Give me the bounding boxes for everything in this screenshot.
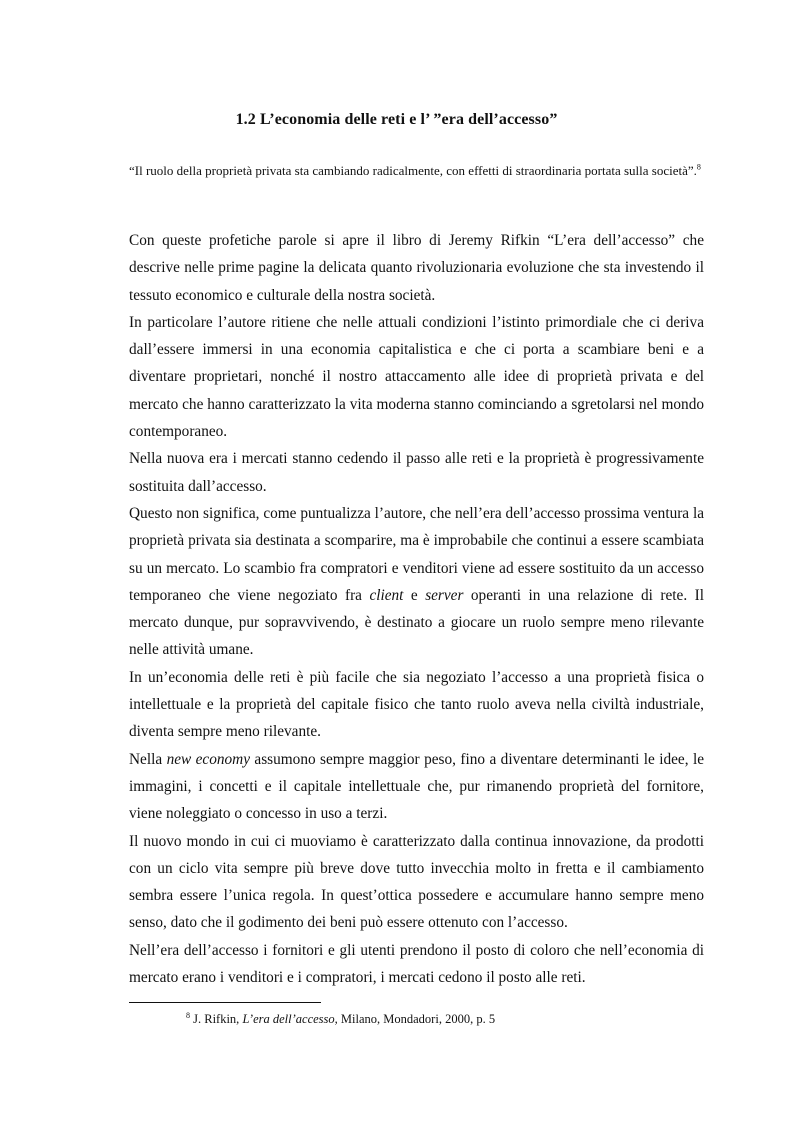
footnote-number: 8 bbox=[186, 1010, 190, 1020]
paragraph-8: Nell’era dell’accesso i fornitori e gli utenti prendono il posto di coloro che nell’economia di mercato erano i venditori e i compratori, i mercati cedono il posto alle reti. bbox=[129, 941, 704, 987]
paragraph-6-part-1: Nella bbox=[129, 750, 167, 768]
paragraph-3: Nella nuova era i mercati stanno cedendo il passo alle reti e la proprietà è progressivamente sostituita dall’accesso. bbox=[129, 450, 704, 495]
paragraph-4 bbox=[129, 500, 704, 664]
paragraph-4-part-3: operanti in una relazione di rete. Il mercato dunque, pur sopravvivendo, è destinato a giocare un ruolo sempre meno rilevante nelle attività umane. bbox=[129, 586, 704, 659]
paragraph-4-part-2: e bbox=[403, 586, 426, 604]
footnote-ref: 8 bbox=[696, 162, 701, 172]
footnote-author: J. Rifkin, bbox=[190, 1012, 243, 1026]
paragraph-1: Con queste profetiche parole si apre il libro di Jeremy Rifkin “L’era dell’accesso” che descrive nelle prime pagine la delicata quanto rivoluzionaria evoluzione che sta investendo il tessuto economico e culturale della nostra società. bbox=[129, 232, 704, 304]
paragraph-5: In un’economia delle reti è più facile che sia negoziato l’accesso a una proprietà fisica o intellettuale e la proprietà del capitale fisico che tanto ruolo aveva nella civiltà industriale, diventa sempre meno rilevante. bbox=[129, 668, 704, 741]
paragraph-6-part-2: assumono sempre maggior peso, fino a diventare determinanti le idee, le immagini, i concetti e il capitale intellettuale che, pur rimanendo proprietà del fornitore, viene noleggiato o concesso in uso a terzi. bbox=[129, 750, 704, 823]
epigraph-quote bbox=[129, 159, 704, 182]
footnote-separator bbox=[129, 1002, 321, 1003]
term-new-economy: new economy bbox=[166, 750, 250, 768]
paragraph-2: In particolare l’autore ritiene che nelle attuali condizioni l’istinto primordiale che ci deriva dall’essere immersi in una economia capitalistica e che ci porta a scambiare beni e a diventare proprietari, nonché il nostro attaccamento alle idee di proprietà privata e del mercato che hanno caratterizzato la vita moderna stanno cominciando a sgretolarsi nel mondo contemporaneo. bbox=[129, 313, 704, 441]
footnote-publication: Milano, Mondadori, 2000, p. 5 bbox=[337, 1012, 496, 1026]
term-server: server bbox=[425, 586, 464, 604]
paragraph-7: Il nuovo mondo in cui ci muoviamo è caratterizzato dalla continua innovazione, da prodotti con un ciclo vita sempre più breve dove tutto invecchia molto in fretta e il cambiamento sembra essere l’unica regola. In quest’ottica possedere e accumulare hanno sempre meno senso, dato che il godimento dei beni può essere ottenuto con l’accesso. bbox=[129, 832, 704, 932]
body-text bbox=[129, 227, 704, 991]
footnote bbox=[186, 1012, 495, 1027]
section-title: 1.2 L’economia delle reti e l’ ”era dell’accesso” bbox=[235, 111, 558, 128]
epigraph-text: “Il ruolo della proprietà privata sta cambiando radicalmente, con effetti di straordinaria portata sulla società”. bbox=[129, 163, 697, 178]
paragraph-4-part-1: Questo non significa, come puntualizza l’autore, che nell’era dell’accesso prossima ventura la proprietà privata sia destinata a scomparire, ma è improbabile che continui a essere scambiata su un mercato. Lo scambio fra compratori e venditori viene ad essere sostituito da un accesso temporaneo che viene negoziato fra bbox=[129, 504, 704, 604]
term-client: client bbox=[369, 586, 404, 604]
footnote-book-title: L’era dell’accesso, bbox=[242, 1012, 338, 1026]
paragraph-6 bbox=[129, 746, 704, 828]
